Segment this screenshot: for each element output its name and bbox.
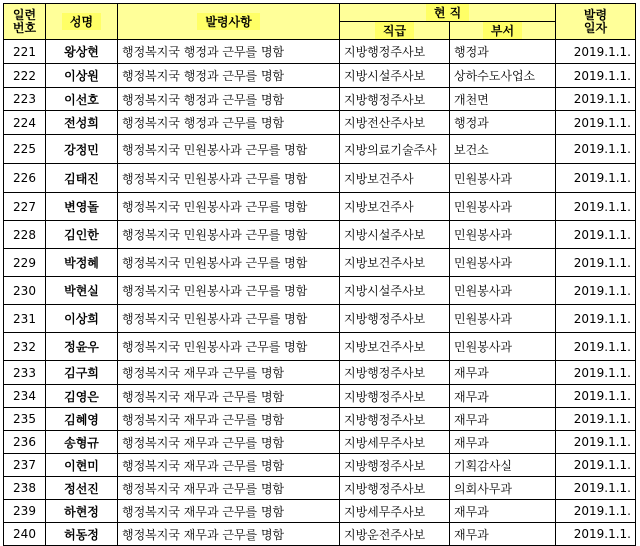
name-cell: 김구희 <box>46 361 118 385</box>
department-cell: 재무과 <box>450 361 556 385</box>
name-cell: 김혜영 <box>46 408 118 431</box>
rank-cell: 지방전산주사보 <box>340 111 450 135</box>
order-cell: 행정복지국 민원봉사과 근무를 명함 <box>118 221 340 249</box>
name-cell: 김인한 <box>46 221 118 249</box>
order-cell: 행정복지국 재무과 근무를 명함 <box>118 385 340 408</box>
name-cell: 송형규 <box>46 431 118 454</box>
rank-cell: 지방보건주사 <box>340 193 450 221</box>
rank-cell: 지방보건주사보 <box>340 249 450 277</box>
date-cell: 2019.1.1. <box>556 40 636 64</box>
table-row <box>4 193 636 221</box>
department-cell: 민원봉사과 <box>450 277 556 305</box>
name-cell: 박정혜 <box>46 249 118 277</box>
header-name: 성명 <box>46 4 118 40</box>
rank-cell: 지방세무주사보 <box>340 431 450 454</box>
department-cell: 재무과 <box>450 408 556 431</box>
table-row <box>4 305 636 333</box>
table-row <box>4 164 636 193</box>
table-row <box>4 477 636 500</box>
name-cell: 정선진 <box>46 477 118 500</box>
rank-cell: 지방행정주사보 <box>340 385 450 408</box>
name-cell: 김영은 <box>46 385 118 408</box>
rank-cell: 지방행정주사보 <box>340 305 450 333</box>
order-cell: 행정복지국 재무과 근무를 명함 <box>118 361 340 385</box>
date-cell: 2019.1.1. <box>556 64 636 88</box>
order-cell: 행정복지국 재무과 근무를 명함 <box>118 431 340 454</box>
department-cell: 재무과 <box>450 385 556 408</box>
table-row <box>4 111 636 135</box>
order-cell: 행정복지국 민원봉사과 근무를 명함 <box>118 164 340 193</box>
serial-number-cell: 223 <box>4 88 46 111</box>
order-cell: 행정복지국 민원봉사과 근무를 명함 <box>118 249 340 277</box>
department-cell: 재무과 <box>450 500 556 523</box>
name-cell: 정윤우 <box>46 333 118 361</box>
date-cell: 2019.1.1. <box>556 523 636 546</box>
name-cell: 이현미 <box>46 454 118 477</box>
date-cell: 2019.1.1. <box>556 500 636 523</box>
rank-cell: 지방행정주사보 <box>340 40 450 64</box>
serial-number-cell: 230 <box>4 277 46 305</box>
date-cell: 2019.1.1. <box>556 249 636 277</box>
serial-number-cell: 237 <box>4 454 46 477</box>
table-row <box>4 88 636 111</box>
order-cell: 행정복지국 행정과 근무를 명함 <box>118 111 340 135</box>
order-cell: 행정복지국 재무과 근무를 명함 <box>118 408 340 431</box>
table-row <box>4 249 636 277</box>
date-cell: 2019.1.1. <box>556 221 636 249</box>
table-row <box>4 500 636 523</box>
serial-number-cell: 222 <box>4 64 46 88</box>
name-cell: 김태진 <box>46 164 118 193</box>
name-cell: 이상희 <box>46 305 118 333</box>
serial-number-cell: 225 <box>4 135 46 164</box>
department-cell: 행정과 <box>450 40 556 64</box>
date-cell: 2019.1.1. <box>556 408 636 431</box>
serial-number-cell: 240 <box>4 523 46 546</box>
rank-cell: 지방시설주사보 <box>340 64 450 88</box>
order-cell: 행정복지국 재무과 근무를 명함 <box>118 500 340 523</box>
serial-number-cell: 232 <box>4 333 46 361</box>
table-row <box>4 361 636 385</box>
date-cell: 2019.1.1. <box>556 361 636 385</box>
order-cell: 행정복지국 행정과 근무를 명함 <box>118 64 340 88</box>
serial-number-cell: 229 <box>4 249 46 277</box>
name-cell: 허동정 <box>46 523 118 546</box>
serial-number-cell: 234 <box>4 385 46 408</box>
name-cell: 변영돌 <box>46 193 118 221</box>
name-cell: 강정민 <box>46 135 118 164</box>
order-cell: 행정복지국 행정과 근무를 명함 <box>118 88 340 111</box>
header-serial-number: 일련 번호 <box>4 4 46 40</box>
serial-number-cell: 231 <box>4 305 46 333</box>
name-cell: 이상원 <box>46 64 118 88</box>
name-cell: 왕상현 <box>46 40 118 64</box>
department-cell: 의회사무과 <box>450 477 556 500</box>
department-cell: 민원봉사과 <box>450 305 556 333</box>
rank-cell: 지방행정주사보 <box>340 88 450 111</box>
date-cell: 2019.1.1. <box>556 477 636 500</box>
serial-number-cell: 233 <box>4 361 46 385</box>
department-cell: 개천면 <box>450 88 556 111</box>
date-cell: 2019.1.1. <box>556 88 636 111</box>
serial-number-cell: 236 <box>4 431 46 454</box>
name-cell: 박현실 <box>46 277 118 305</box>
date-cell: 2019.1.1. <box>556 454 636 477</box>
order-cell: 행정복지국 재무과 근무를 명함 <box>118 477 340 500</box>
date-cell: 2019.1.1. <box>556 135 636 164</box>
rank-cell: 지방행정주사보 <box>340 408 450 431</box>
rank-cell: 지방시설주사보 <box>340 277 450 305</box>
date-cell: 2019.1.1. <box>556 385 636 408</box>
table-row <box>4 333 636 361</box>
department-cell: 행정과 <box>450 111 556 135</box>
serial-number-cell: 239 <box>4 500 46 523</box>
department-cell: 상하수도사업소 <box>450 64 556 88</box>
serial-number-cell: 235 <box>4 408 46 431</box>
order-cell: 행정복지국 민원봉사과 근무를 명함 <box>118 135 340 164</box>
department-cell: 기획감사실 <box>450 454 556 477</box>
rank-cell: 지방보건주사 <box>340 164 450 193</box>
department-cell: 민원봉사과 <box>450 249 556 277</box>
table-row <box>4 431 636 454</box>
header-current-position: 현 직 <box>340 4 556 22</box>
header-department: 부서 <box>450 22 556 40</box>
table-row <box>4 523 636 546</box>
table-row <box>4 40 636 64</box>
department-cell: 민원봉사과 <box>450 193 556 221</box>
date-cell: 2019.1.1. <box>556 193 636 221</box>
date-cell: 2019.1.1. <box>556 431 636 454</box>
table-header <box>4 4 636 40</box>
order-cell: 행정복지국 민원봉사과 근무를 명함 <box>118 305 340 333</box>
rank-cell: 지방의료기술주사 <box>340 135 450 164</box>
name-cell: 하현정 <box>46 500 118 523</box>
table-body <box>4 40 636 546</box>
department-cell: 민원봉사과 <box>450 221 556 249</box>
rank-cell: 지방운전주사보 <box>340 523 450 546</box>
table-row <box>4 454 636 477</box>
table-row <box>4 64 636 88</box>
rank-cell: 지방보건주사보 <box>340 333 450 361</box>
date-cell: 2019.1.1. <box>556 333 636 361</box>
date-cell: 2019.1.1. <box>556 111 636 135</box>
rank-cell: 지방행정주사보 <box>340 454 450 477</box>
serial-number-cell: 226 <box>4 164 46 193</box>
serial-number-cell: 221 <box>4 40 46 64</box>
table-row <box>4 221 636 249</box>
date-cell: 2019.1.1. <box>556 277 636 305</box>
rank-cell: 지방시설주사보 <box>340 221 450 249</box>
table-row <box>4 135 636 164</box>
personnel-order-table <box>3 3 636 546</box>
order-cell: 행정복지국 행정과 근무를 명함 <box>118 40 340 64</box>
department-cell: 민원봉사과 <box>450 333 556 361</box>
rank-cell: 지방행정주사보 <box>340 477 450 500</box>
serial-number-cell: 238 <box>4 477 46 500</box>
department-cell: 보건소 <box>450 135 556 164</box>
date-cell: 2019.1.1. <box>556 305 636 333</box>
rank-cell: 지방행정주사보 <box>340 361 450 385</box>
header-rank: 직급 <box>340 22 450 40</box>
department-cell: 민원봉사과 <box>450 164 556 193</box>
name-cell: 이선호 <box>46 88 118 111</box>
date-cell: 2019.1.1. <box>556 164 636 193</box>
order-cell: 행정복지국 재무과 근무를 명함 <box>118 454 340 477</box>
department-cell: 재무과 <box>450 431 556 454</box>
table-row <box>4 277 636 305</box>
order-cell: 행정복지국 민원봉사과 근무를 명함 <box>118 277 340 305</box>
serial-number-cell: 224 <box>4 111 46 135</box>
serial-number-cell: 227 <box>4 193 46 221</box>
order-cell: 행정복지국 민원봉사과 근무를 명함 <box>118 333 340 361</box>
serial-number-cell: 228 <box>4 221 46 249</box>
table-row <box>4 408 636 431</box>
header-order-date: 발령 일자 <box>556 4 636 40</box>
name-cell: 전성희 <box>46 111 118 135</box>
table-row <box>4 385 636 408</box>
order-cell: 행정복지국 민원봉사과 근무를 명함 <box>118 193 340 221</box>
department-cell: 재무과 <box>450 523 556 546</box>
rank-cell: 지방세무주사보 <box>340 500 450 523</box>
order-cell: 행정복지국 재무과 근무를 명함 <box>118 523 340 546</box>
header-order: 발령사항 <box>118 4 340 40</box>
